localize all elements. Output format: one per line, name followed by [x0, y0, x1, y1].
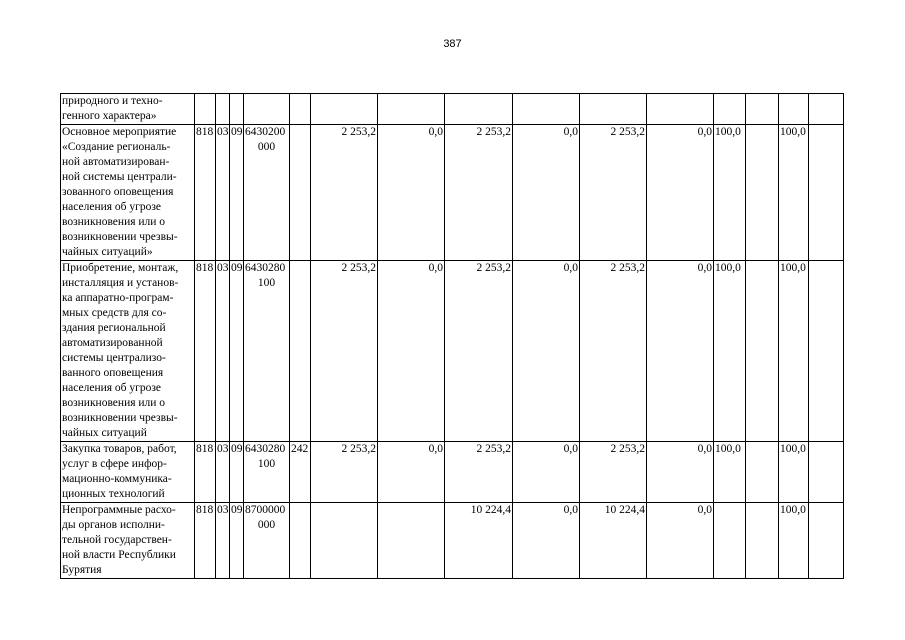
description-line: Приобретение, монтаж,	[62, 262, 179, 274]
cell-percent: 100,0	[779, 125, 809, 261]
cell-subsection: 09	[230, 442, 244, 503]
cell-value: 2 253,2	[445, 125, 513, 261]
description-line: ной власти Республики	[62, 549, 176, 561]
target-article-line: 6430280	[245, 262, 286, 274]
cell-expense-type: 242	[290, 442, 311, 503]
target-article-line: 6430280	[245, 443, 286, 455]
cell-value: 2 253,2	[311, 442, 378, 503]
description-line: населения об угрозе	[62, 382, 162, 394]
cell-value: 2 253,2	[580, 125, 647, 261]
description-line: ной автоматизирован-	[62, 156, 170, 168]
description-line: Бурятия	[62, 564, 102, 576]
description-line: «Создание региональ-	[62, 141, 171, 153]
description-line: мных средств для со-	[62, 307, 167, 319]
cell-value	[378, 503, 445, 579]
row-description	[61, 261, 195, 442]
cell-value	[311, 503, 378, 579]
row-description	[61, 442, 195, 503]
row-description	[61, 94, 195, 125]
description-line: услуг в сфере инфор-	[62, 458, 167, 470]
cell-expense-type	[290, 125, 311, 261]
description-line: ка аппаратно-програм-	[62, 292, 174, 304]
description-line: ды органов исполни-	[62, 519, 165, 531]
cell-value: 0,0	[378, 125, 445, 261]
cell-percent	[746, 503, 779, 579]
cell-percent	[809, 125, 844, 261]
description-line: системы централизо-	[62, 352, 166, 364]
cell-percent: 100,0	[714, 261, 746, 442]
cell-value: 2 253,2	[445, 442, 513, 503]
cell-value: 0,0	[378, 442, 445, 503]
description-line: чайных ситуаций»	[62, 246, 153, 258]
cell-value: 0,0	[647, 442, 714, 503]
description-line: возникновения или о	[62, 397, 166, 409]
target-article-line: 000	[257, 519, 276, 531]
target-article-line: 000	[257, 141, 276, 153]
cell-value	[580, 94, 647, 125]
description-line: чайных ситуаций	[62, 427, 147, 439]
cell-target-article	[244, 94, 290, 125]
cell-value: 2 253,2	[311, 125, 378, 261]
budget-table	[60, 93, 844, 579]
cell-value: 0,0	[513, 503, 580, 579]
description-line: зованного оповещения	[62, 186, 174, 198]
description-line: ванного оповещения	[62, 367, 164, 379]
cell-percent	[714, 94, 746, 125]
cell-value	[445, 94, 513, 125]
cell-grbs: 818	[195, 261, 216, 442]
table-row	[61, 442, 844, 503]
description-line: мационно-коммуника-	[62, 473, 172, 485]
cell-grbs: 818	[195, 503, 216, 579]
description-line: природного и техно-	[62, 95, 163, 107]
table-body	[61, 94, 844, 579]
cell-percent	[746, 94, 779, 125]
description-line: возникновении чрезвы-	[62, 412, 178, 424]
cell-percent	[809, 94, 844, 125]
cell-percent	[809, 261, 844, 442]
cell-section: 03	[216, 261, 230, 442]
description-line: ной системы централи-	[62, 171, 177, 183]
cell-value: 0,0	[647, 503, 714, 579]
cell-percent	[779, 94, 809, 125]
cell-section	[216, 94, 230, 125]
cell-value: 2 253,2	[311, 261, 378, 442]
row-description	[61, 503, 195, 579]
cell-percent	[714, 503, 746, 579]
description-line: Основное мероприятие	[62, 126, 177, 138]
cell-value	[311, 94, 378, 125]
cell-section: 03	[216, 125, 230, 261]
cell-grbs: 818	[195, 442, 216, 503]
table-row	[61, 503, 844, 579]
cell-value: 0,0	[647, 125, 714, 261]
cell-value: 0,0	[513, 125, 580, 261]
cell-value: 0,0	[378, 261, 445, 442]
description-line: инсталляция и установ-	[62, 277, 179, 289]
cell-percent	[809, 503, 844, 579]
target-article-line: 6430200	[245, 126, 286, 138]
cell-expense-type	[290, 94, 311, 125]
table-row	[61, 94, 844, 125]
page-number: 387	[443, 38, 462, 50]
cell-grbs: 818	[195, 125, 216, 261]
description-line: здания региональной	[62, 322, 166, 334]
target-article-line: 100	[257, 277, 276, 289]
description-line: Закупка товаров, работ,	[62, 443, 177, 455]
cell-target-article	[244, 442, 290, 503]
cell-target-article	[244, 503, 290, 579]
cell-value: 0,0	[513, 442, 580, 503]
description-line: автоматизированной	[62, 337, 163, 349]
description-line: возникновении чрезвы-	[62, 231, 178, 243]
cell-percent	[746, 442, 779, 503]
cell-value	[647, 94, 714, 125]
description-line: Непрограммные расхо-	[62, 504, 176, 516]
cell-value	[378, 94, 445, 125]
cell-subsection	[230, 94, 244, 125]
cell-value: 2 253,2	[580, 442, 647, 503]
cell-percent: 100,0	[779, 442, 809, 503]
cell-section: 03	[216, 442, 230, 503]
table-row	[61, 261, 844, 442]
cell-percent: 100,0	[779, 261, 809, 442]
cell-grbs	[195, 94, 216, 125]
cell-value: 10 224,4	[580, 503, 647, 579]
cell-expense-type	[290, 261, 311, 442]
description-line: возникновения или о	[62, 216, 166, 228]
cell-subsection: 09	[230, 503, 244, 579]
cell-subsection: 09	[230, 261, 244, 442]
cell-expense-type	[290, 503, 311, 579]
description-line: тельной государствен-	[62, 534, 172, 546]
cell-value	[513, 94, 580, 125]
cell-percent: 100,0	[779, 503, 809, 579]
cell-percent: 100,0	[714, 125, 746, 261]
description-line: генного характера»	[62, 110, 157, 122]
table-row	[61, 125, 844, 261]
cell-percent: 100,0	[714, 442, 746, 503]
description-line: населения об угрозе	[62, 201, 162, 213]
cell-percent	[746, 125, 779, 261]
cell-value: 0,0	[513, 261, 580, 442]
cell-percent	[809, 442, 844, 503]
cell-value: 2 253,2	[580, 261, 647, 442]
target-article-line: 8700000	[245, 504, 286, 516]
cell-value: 10 224,4	[445, 503, 513, 579]
cell-value: 2 253,2	[445, 261, 513, 442]
cell-target-article	[244, 261, 290, 442]
cell-section: 03	[216, 503, 230, 579]
cell-subsection: 09	[230, 125, 244, 261]
cell-percent	[746, 261, 779, 442]
target-article-line: 100	[257, 458, 276, 470]
description-line: ционных технологий	[62, 488, 165, 500]
cell-target-article	[244, 125, 290, 261]
row-description	[61, 125, 195, 261]
cell-value: 0,0	[647, 261, 714, 442]
